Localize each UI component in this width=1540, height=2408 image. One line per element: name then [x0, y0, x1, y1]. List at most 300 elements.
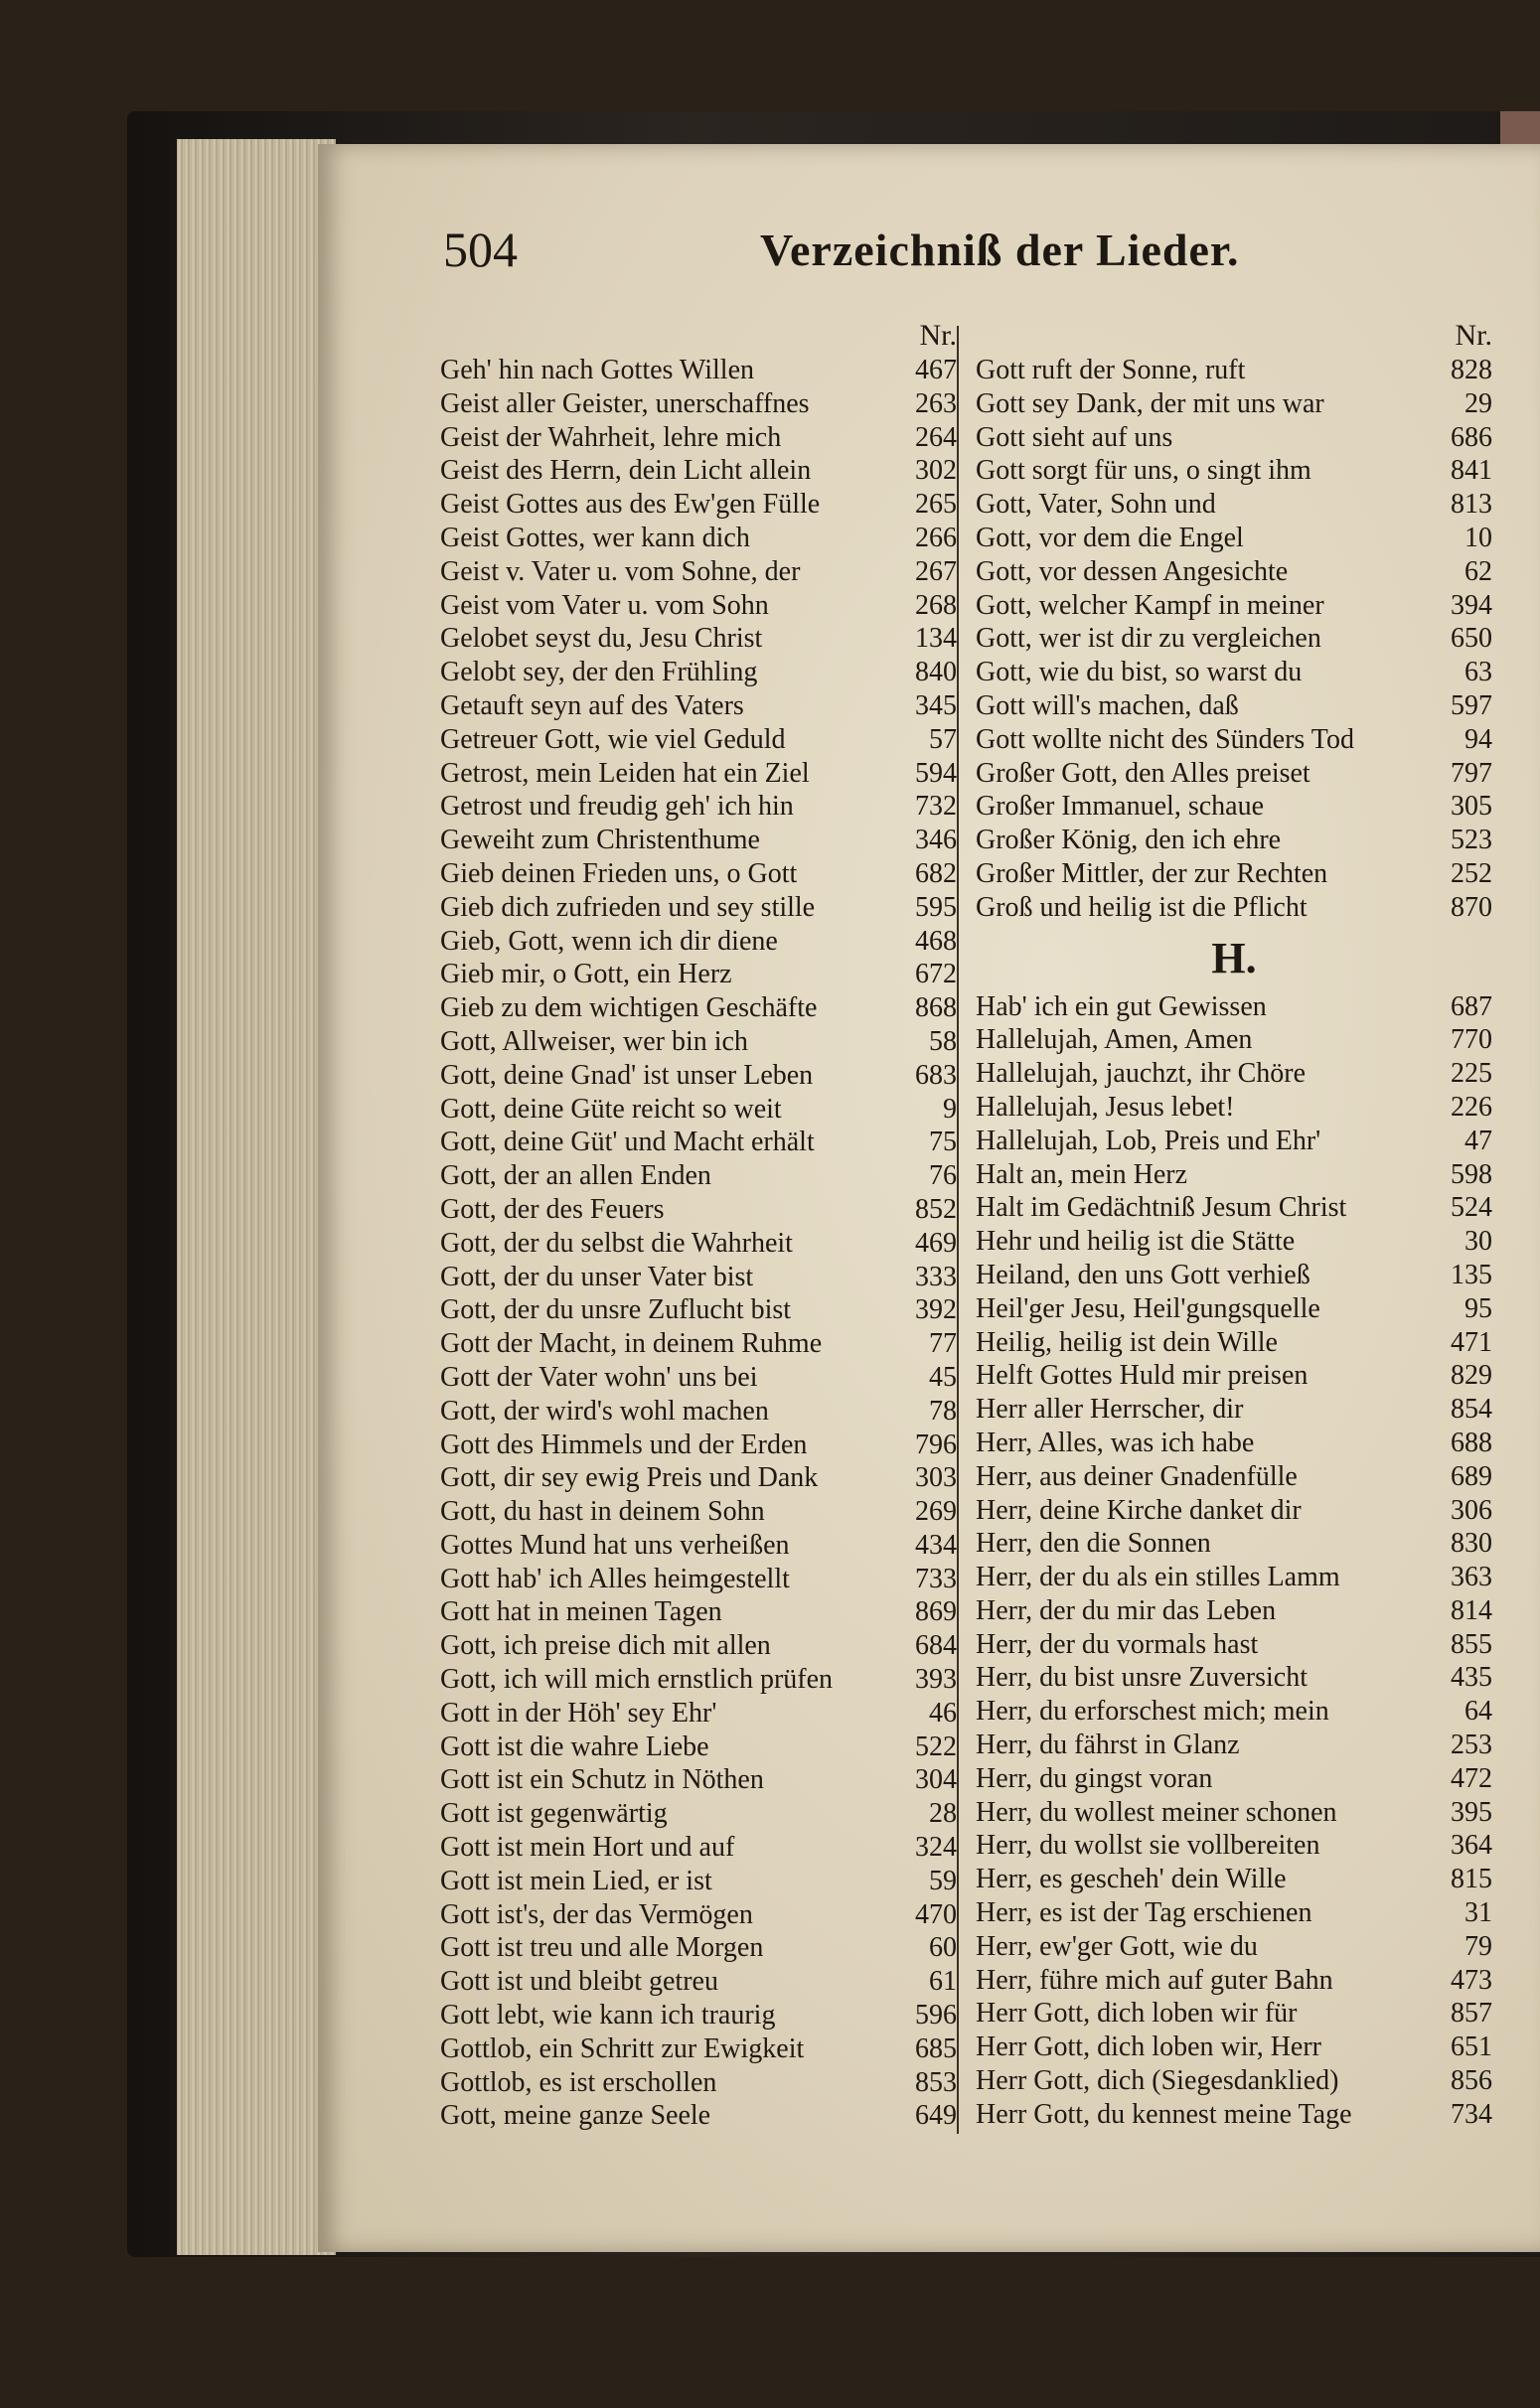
index-entry [440, 1025, 957, 1059]
index-entry [440, 1293, 957, 1327]
hymn-title: Geist aller Geister, unerschaffnes [440, 387, 810, 419]
index-entry [440, 1327, 957, 1361]
hymn-number: 853 [915, 2066, 957, 2098]
index-entry [976, 1594, 1492, 1628]
hymn-number: 797 [1451, 757, 1492, 789]
index-entry [976, 1695, 1492, 1729]
index-entry [440, 656, 957, 689]
hymn-number: 303 [915, 1462, 957, 1494]
hymn-title: Gott der Macht, in deinem Ruhme [440, 1328, 823, 1360]
hymn-title: Herr, führe mich auf guter Bahn [976, 1964, 1333, 1996]
hymn-title: Herr, den die Sonnen [976, 1528, 1211, 1560]
index-entry [976, 1125, 1492, 1158]
hymn-title: Hallelujah, Amen, Amen [976, 1024, 1253, 1056]
index-entry [976, 454, 1492, 488]
hymn-number: 857 [1451, 1998, 1492, 2030]
hymn-number: 78 [929, 1395, 957, 1427]
hymn-title: Geist der Wahrheit, lehre mich [440, 421, 782, 453]
hymn-title: Großer Mittler, der zur Rechten [976, 857, 1328, 889]
hymn-number: 392 [915, 1294, 957, 1326]
hymn-number: 855 [1451, 1628, 1492, 1660]
hymn-number: 868 [915, 992, 957, 1024]
index-entry [976, 1561, 1492, 1594]
hymn-number: 685 [915, 2032, 957, 2064]
hymn-number: 9 [943, 1093, 957, 1125]
hymn-number: 134 [915, 623, 957, 655]
index-entry [976, 354, 1492, 387]
hymn-title: Gott, ich will mich ernstlich prüfen [440, 1664, 834, 1696]
index-entry [976, 1829, 1492, 1863]
index-entry [440, 925, 957, 959]
hymn-title: Gott ist mein Lied, er ist [440, 1865, 712, 1896]
hymn-title: Gott ruft der Sonne, ruft [976, 355, 1246, 385]
hymn-title: Gott ist's, der das Vermögen [440, 1898, 753, 1930]
hymn-number: 856 [1451, 2065, 1492, 2097]
hymn-number: 225 [1451, 1058, 1492, 1090]
index-entry [976, 1628, 1492, 1662]
hymn-title: Herr, du wollest meiner schonen [976, 1796, 1337, 1828]
column-divider [957, 326, 959, 2134]
hymn-title: Halt an, mein Herz [976, 1158, 1188, 1190]
hymn-number: 268 [915, 589, 957, 621]
column-number-label: Nr. [919, 319, 957, 352]
hymn-title: Gieb deinen Frieden uns, o Gott [440, 857, 798, 889]
index-entry [440, 1629, 957, 1663]
hymn-title: Gott der Vater wohn' uns bei [440, 1361, 758, 1393]
page-number: 504 [443, 222, 518, 277]
hymn-number: 434 [915, 1529, 957, 1561]
hymn-title: Herr, du wollst sie vollbereiten [976, 1830, 1320, 1862]
hymn-number: 28 [929, 1798, 957, 1830]
hymn-title: Hehr und heilig ist die Stätte [976, 1226, 1296, 1258]
hymn-number: 595 [915, 891, 957, 923]
hymn-number: 435 [1451, 1662, 1492, 1694]
hymn-number: 468 [915, 925, 957, 957]
hymn-title: Getreuer Gott, wie viel Geduld [440, 723, 786, 755]
index-entry [440, 2066, 957, 2100]
hymn-title: Gott ist und bleibt getreu [440, 1966, 718, 1998]
hymn-number: 472 [1451, 1762, 1492, 1794]
hymn-number: 324 [915, 1832, 957, 1864]
index-entry [976, 1762, 1492, 1796]
index-entry [976, 1091, 1492, 1125]
hymn-title: Gelobt sey, der den Frühling [440, 657, 758, 688]
hymn-number: 598 [1451, 1158, 1492, 1190]
hymn-number: 796 [915, 1429, 957, 1460]
hymn-number: 363 [1451, 1562, 1492, 1593]
index-entry [440, 1059, 957, 1093]
hymn-title: Gott, meine ganze Seele [440, 2100, 711, 2132]
index-entry [440, 1965, 957, 1999]
hymn-title: Geh' hin nach Gottes Willen [440, 355, 754, 385]
hymn-number: 77 [929, 1328, 957, 1360]
hymn-title: Gott, der du unsre Zuflucht bist [440, 1294, 792, 1326]
hymn-number: 689 [1451, 1460, 1492, 1492]
index-entry [440, 522, 957, 555]
hymn-title: Herr, du fährst in Glanz [976, 1730, 1240, 1761]
index-entry [440, 1227, 957, 1261]
hymn-number: 732 [915, 791, 957, 823]
hymn-title: Geist Gottes, wer kann dich [440, 522, 750, 553]
index-entry [440, 991, 957, 1025]
index-entry [976, 824, 1492, 857]
index-entry [440, 1126, 957, 1159]
hymn-title: Herr Gott, dich loben wir für [976, 1998, 1298, 2030]
index-entry [976, 891, 1492, 925]
hymn-number: 302 [915, 455, 957, 487]
hymn-number: 830 [1451, 1528, 1492, 1560]
index-entry [976, 1964, 1492, 1998]
hymn-title: Geist vom Vater u. vom Sohn [440, 589, 769, 621]
hymn-title: Gott in der Höh' sey Ehr' [440, 1697, 717, 1729]
hymn-number: 470 [915, 1898, 957, 1930]
hymn-number: 304 [915, 1764, 957, 1796]
index-entry [440, 1797, 957, 1831]
hymn-number: 59 [929, 1865, 957, 1896]
column-number-label: Nr. [1455, 319, 1492, 352]
hymn-number: 264 [915, 421, 957, 453]
hymn-number: 688 [1451, 1427, 1492, 1458]
section-letter-h: H. [1211, 933, 1257, 982]
section-g-entries [976, 354, 1492, 925]
hymn-number: 63 [1464, 657, 1492, 688]
hymn-number: 829 [1451, 1360, 1492, 1392]
index-entry [976, 656, 1492, 689]
hymn-title: Gott, der du selbst die Wahrheit [440, 1227, 793, 1259]
hymn-title: Herr, du bist unsre Zuversicht [976, 1662, 1309, 1694]
hymn-number: 364 [1451, 1830, 1492, 1862]
index-entry [440, 622, 957, 656]
hymn-title: Herr, du erforschest mich; mein [976, 1696, 1329, 1728]
index-entry [976, 1930, 1492, 1964]
index-entry [976, 1359, 1492, 1393]
index-entry [440, 1898, 957, 1932]
index-entry [976, 1427, 1492, 1460]
index-entry [440, 421, 957, 455]
hymn-title: Herr Gott, dich loben wir, Herr [976, 2032, 1321, 2063]
index-entry [976, 555, 1492, 589]
hymn-number: 733 [915, 1563, 957, 1594]
hymn-title: Gott wollte nicht des Sünders Tod [976, 723, 1354, 755]
hymn-title: Gott, der wird's wohl machen [440, 1395, 769, 1427]
hymn-number: 265 [915, 489, 957, 521]
index-entry [440, 1595, 957, 1629]
left-column [440, 318, 957, 2133]
hymn-number: 815 [1451, 1864, 1492, 1895]
hymn-title: Gieb mir, o Gott, ein Herz [440, 959, 732, 990]
hymn-number: 651 [1451, 2032, 1492, 2063]
hymn-title: Halt im Gedächtniß Jesum Christ [976, 1192, 1347, 1224]
index-entry [976, 1158, 1492, 1192]
index-entry [976, 990, 1492, 1024]
index-entry [976, 2064, 1492, 2098]
hymn-title: Gieb dich zufrieden und sey stille [440, 891, 816, 923]
index-entry [440, 1193, 957, 1227]
hymn-number: 64 [1464, 1696, 1492, 1728]
hymn-number: 60 [929, 1932, 957, 1964]
hymn-title: Herr, der du mir das Leben [976, 1594, 1277, 1626]
index-entry [440, 689, 957, 723]
index-entry [976, 2098, 1492, 2132]
index-entry [440, 790, 957, 824]
hymn-number: 734 [1451, 2098, 1492, 2130]
hymn-number: 45 [929, 1361, 957, 1393]
hymn-number: 467 [915, 355, 957, 385]
hymn-title: Herr, es ist der Tag erschienen [976, 1897, 1312, 1929]
hymn-title: Gott des Himmels und der Erden [440, 1429, 808, 1460]
hymn-number: 596 [915, 2000, 957, 2032]
index-entry [976, 1896, 1492, 1930]
hymn-number: 686 [1451, 421, 1492, 453]
hymn-number: 870 [1451, 891, 1492, 923]
hymn-title: Helft Gottes Huld mir preisen [976, 1360, 1309, 1392]
hymn-title: Herr, es gescheh' dein Wille [976, 1864, 1287, 1895]
hymn-title: Hallelujah, Lob, Preis und Ehr' [976, 1125, 1321, 1156]
hymn-title: Gottes Mund hat uns verheißen [440, 1529, 790, 1561]
hymn-title: Gott ist treu und alle Morgen [440, 1932, 764, 1964]
hymn-title: Gott, der an allen Enden [440, 1160, 711, 1192]
hymn-title: Gott, welcher Kampf in meiner [976, 589, 1324, 621]
hymn-title: Getauft seyn auf des Vaters [440, 689, 744, 721]
hymn-title: Gott sorgt für uns, o singt ihm [976, 455, 1311, 487]
hymn-number: 30 [1464, 1226, 1492, 1258]
hymn-number: 469 [915, 1227, 957, 1259]
hymn-title: Gott sieht auf uns [976, 421, 1173, 453]
hymn-title: Gott, wie du bist, so warst du [976, 657, 1303, 688]
index-entry [976, 1460, 1492, 1494]
index-entry [440, 1763, 957, 1797]
hymn-title: Großer Immanuel, schaue [976, 791, 1264, 823]
hymn-number: 226 [1451, 1091, 1492, 1123]
hymn-title: Gelobet seyst du, Jesu Christ [440, 623, 763, 655]
hymn-number: 683 [915, 1059, 957, 1091]
hymn-number: 524 [1451, 1192, 1492, 1224]
hymn-number: 393 [915, 1664, 957, 1696]
hymn-number: 76 [929, 1160, 957, 1192]
hymn-number: 473 [1451, 1964, 1492, 1996]
hymn-title: Heiland, den uns Gott verhieß [976, 1259, 1310, 1290]
hymn-title: Herr, Alles, was ich habe [976, 1427, 1255, 1458]
hymn-title: Herr Gott, du kennest meine Tage [976, 2098, 1352, 2130]
hymn-title: Herr, der du vormals hast [976, 1628, 1259, 1660]
hymn-number: 305 [1451, 791, 1492, 823]
hymn-title: Gott ist ein Schutz in Nöthen [440, 1764, 764, 1796]
index-entry [976, 1863, 1492, 1896]
hymn-title: Gottlob, es ist erschollen [440, 2066, 717, 2098]
index-entry [976, 522, 1492, 555]
index-entry [440, 1663, 957, 1697]
hymn-number: 269 [915, 1496, 957, 1528]
hymn-number: 869 [915, 1596, 957, 1628]
hymn-number: 650 [1451, 623, 1492, 655]
hymn-number: 253 [1451, 1730, 1492, 1761]
index-entry [976, 1997, 1492, 2031]
hymn-title: Herr, deine Kirche danket dir [976, 1494, 1302, 1526]
index-entry [976, 1661, 1492, 1695]
hymn-number: 770 [1451, 1024, 1492, 1056]
index-entry [440, 1697, 957, 1731]
hymn-number: 10 [1464, 522, 1492, 553]
hymn-title: Großer Gott, den Alles preiset [976, 757, 1310, 789]
index-entry [440, 757, 957, 791]
hymn-number: 58 [929, 1025, 957, 1057]
hymn-title: Gottlob, ein Schritt zur Ewigkeit [440, 2032, 805, 2064]
index-entry [976, 622, 1492, 656]
index-entry [440, 1395, 957, 1429]
hymn-title: Herr, der du als ein stilles Lamm [976, 1562, 1340, 1593]
index-entry [440, 387, 957, 421]
hymn-title: Gott, deine Güt' und Macht erhält [440, 1127, 815, 1158]
index-entry [440, 1461, 957, 1495]
page-edges [177, 139, 336, 2255]
index-entry [440, 589, 957, 623]
hymn-title: Gott, der des Feuers [440, 1193, 665, 1225]
hymn-number: 46 [929, 1697, 957, 1729]
hymn-number: 394 [1451, 589, 1492, 621]
hymn-title: Gott, deine Güte reicht so weit [440, 1093, 782, 1125]
index-entry [976, 1057, 1492, 1091]
hymn-title: Herr, aus deiner Gnadenfülle [976, 1460, 1298, 1492]
hymn-title: Gott ist gegenwärtig [440, 1798, 668, 1830]
index-entry [440, 1865, 957, 1898]
index-entry [440, 1495, 957, 1529]
hymn-number: 267 [915, 555, 957, 587]
index-entry [976, 589, 1492, 623]
hymn-number: 828 [1451, 355, 1492, 385]
hymn-number: 94 [1464, 723, 1492, 755]
index-entry [976, 1729, 1492, 1762]
index-entry [976, 387, 1492, 421]
hymn-title: Gott ist die wahre Liebe [440, 1731, 709, 1762]
index-entry [440, 488, 957, 522]
hymn-number: 263 [915, 387, 957, 419]
hymn-number: 333 [915, 1261, 957, 1292]
hymn-title: Gott sey Dank, der mit uns war [976, 387, 1324, 419]
index-entry [440, 354, 957, 387]
hymn-number: 814 [1451, 1594, 1492, 1626]
hymn-title: Hab' ich ein gut Gewissen [976, 990, 1267, 1022]
hymn-title: Geist Gottes aus des Ew'gen Fülle [440, 489, 821, 521]
index-entry [440, 1563, 957, 1596]
hymn-number: 854 [1451, 1394, 1492, 1426]
hymn-number: 522 [915, 1731, 957, 1762]
index-entry [440, 1831, 957, 1865]
hymn-number: 61 [929, 1966, 957, 1998]
hymn-number: 345 [915, 689, 957, 721]
index-entry [440, 1529, 957, 1563]
hymn-number: 252 [1451, 857, 1492, 889]
hymn-number: 306 [1451, 1494, 1492, 1526]
index-entry [976, 1796, 1492, 1830]
hymn-title: Gott, dir sey ewig Preis und Dank [440, 1462, 819, 1494]
index-entry [440, 1731, 957, 1764]
hymn-title: Hallelujah, jauchzt, ihr Chöre [976, 1058, 1306, 1090]
hymn-title: Geweiht zum Christenthume [440, 825, 760, 856]
hymn-number: 594 [915, 757, 957, 789]
hymn-title: Herr, du gingst voran [976, 1762, 1213, 1794]
index-entry [440, 723, 957, 757]
hymn-title: Gott ist mein Hort und auf [440, 1832, 735, 1864]
hymn-number: 649 [915, 2100, 957, 2132]
index-entry [440, 2032, 957, 2066]
hymn-number: 47 [1464, 1125, 1492, 1156]
hymn-number: 266 [915, 522, 957, 553]
index-entry [976, 723, 1492, 757]
index-entry [440, 1429, 957, 1462]
hymn-number: 346 [915, 825, 957, 856]
hymn-title: Gieb, Gott, wenn ich dir diene [440, 925, 778, 957]
hymn-number: 840 [915, 657, 957, 688]
index-entry [976, 1326, 1492, 1360]
hymn-title: Gott, deine Gnad' ist unser Leben [440, 1059, 814, 1091]
hymn-title: Herr aller Herrscher, dir [976, 1394, 1244, 1426]
hymn-number: 135 [1451, 1259, 1492, 1290]
hymn-title: Getrost, mein Leiden hat ein Ziel [440, 757, 810, 789]
index-entry [440, 1261, 957, 1294]
hymn-number: 62 [1464, 555, 1492, 587]
hymn-number: 79 [1464, 1930, 1492, 1962]
hymn-title: Gott lebt, wie kann ich traurig [440, 2000, 776, 2032]
hymn-number: 471 [1451, 1326, 1492, 1358]
hymn-title: Gott, du hast in deinem Sohn [440, 1496, 765, 1528]
hymn-title: Gott, vor dem die Engel [976, 522, 1244, 553]
hymn-title: Heilig, heilig ist dein Wille [976, 1326, 1278, 1358]
index-entry [440, 1999, 957, 2032]
index-entry [976, 1527, 1492, 1561]
hymn-number: 672 [915, 959, 957, 990]
hymn-number: 687 [1451, 990, 1492, 1022]
index-entry [976, 1393, 1492, 1427]
index-entry [976, 1191, 1492, 1225]
right-column [976, 318, 1492, 2132]
hymn-title: Gott, Allweiser, wer bin ich [440, 1025, 748, 1057]
hymn-title: Großer König, den ich ehre [976, 825, 1282, 856]
hymn-number: 29 [1464, 387, 1492, 419]
index-entry [976, 1225, 1492, 1259]
hymn-title: Geist des Herrn, dein Licht allein [440, 455, 812, 487]
hymn-title: Gott, vor dessen Angesichte [976, 555, 1289, 587]
hymn-number: 684 [915, 1630, 957, 1662]
index-entry [976, 1494, 1492, 1528]
running-title: Verzeichniß der Lieder. [760, 225, 1240, 275]
hymn-number: 57 [929, 723, 957, 755]
index-entry [440, 454, 957, 488]
hymn-title: Gott hat in meinen Tagen [440, 1596, 722, 1628]
index-entry [976, 1259, 1492, 1292]
hymn-title: Herr Gott, dich (Siegesdanklied) [976, 2065, 1339, 2097]
index-entry [440, 891, 957, 925]
hymn-title: Gott, ich preise dich mit allen [440, 1630, 771, 1662]
hymn-title: Gott hab' ich Alles heimgestellt [440, 1563, 790, 1594]
index-entry [440, 824, 957, 857]
hymn-title: Gieb zu dem wichtigen Geschäfte [440, 992, 818, 1024]
hymn-number: 395 [1451, 1796, 1492, 1828]
index-entry [976, 790, 1492, 824]
hymn-number: 95 [1464, 1292, 1492, 1324]
index-entry [440, 555, 957, 589]
index-entry [440, 1093, 957, 1127]
hymn-number: 852 [915, 1193, 957, 1225]
hymn-number: 75 [929, 1127, 957, 1158]
hymn-title: Gott, Vater, Sohn und [976, 489, 1216, 521]
hymn-number: 31 [1464, 1897, 1492, 1929]
index-entry [440, 1159, 957, 1193]
index-entry [440, 2099, 957, 2133]
index-entry [440, 1931, 957, 1965]
hymn-number: 597 [1451, 689, 1492, 721]
index-entry [976, 857, 1492, 891]
hymn-title: Hallelujah, Jesus lebet! [976, 1091, 1235, 1123]
